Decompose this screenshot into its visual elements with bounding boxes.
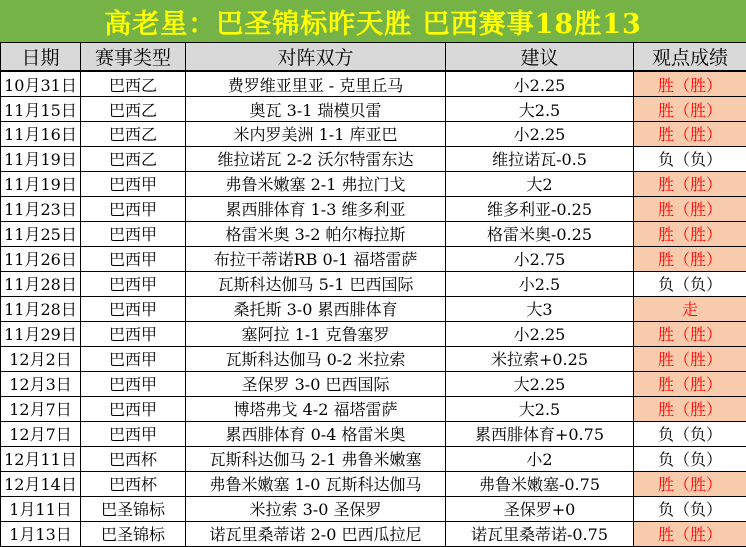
- page-title: 高老星：巴圣锦标昨天胜 巴西赛事18胜13: [0, 0, 746, 42]
- result-cell: 走: [634, 296, 746, 321]
- matchup-cell: 格雷米奥 3-2 帕尔梅拉斯: [186, 221, 446, 246]
- matchup-cell: 米内罗美洲 1-1 库亚巴: [186, 122, 446, 147]
- suggestion-cell: 大2.5: [446, 97, 634, 122]
- table-row: [1, 71, 746, 97]
- date-cell: 11月15日: [1, 97, 81, 122]
- result-cell: 胜（胜）: [634, 521, 746, 546]
- suggestion-cell: 圣保罗+0: [446, 496, 634, 521]
- table-row: [1, 496, 746, 521]
- date-cell: 11月19日: [1, 146, 81, 171]
- matchup-cell: 瓦斯科达伽马 0-2 米拉索: [186, 346, 446, 371]
- column-header-result: 观点成绩: [634, 43, 746, 72]
- table-row: [1, 296, 746, 321]
- table-row: [1, 371, 746, 396]
- table-header-row: [1, 43, 746, 72]
- suggestion-cell: 维多利亚-0.25: [446, 196, 634, 221]
- matchup-cell: 累西腓体育 1-3 维多利亚: [186, 196, 446, 221]
- matchup-cell: 诺瓦里桑蒂诺 2-0 巴西瓜拉尼: [186, 521, 446, 546]
- league-cell: 巴西乙: [81, 71, 186, 97]
- date-cell: 12月14日: [1, 471, 81, 496]
- column-header-matchup: 对阵双方: [186, 43, 446, 72]
- league-cell: 巴西乙: [81, 97, 186, 122]
- suggestion-cell: 诺瓦里桑蒂诺-0.75: [446, 521, 634, 546]
- matchup-cell: 弗鲁米嫩塞 1-0 瓦斯科达伽马: [186, 471, 446, 496]
- table-row: [1, 97, 746, 122]
- league-cell: 巴西甲: [81, 221, 186, 246]
- result-cell: 胜（胜）: [634, 321, 746, 346]
- suggestion-cell: 维拉诺瓦-0.5: [446, 146, 634, 171]
- result-cell: 负（负）: [634, 496, 746, 521]
- table-row: [1, 271, 746, 296]
- table-row: [1, 122, 746, 147]
- league-cell: 巴西甲: [81, 246, 186, 271]
- result-cell: 负（负）: [634, 421, 746, 446]
- column-header-league: 赛事类型: [81, 43, 186, 72]
- table-row: [1, 146, 746, 171]
- league-cell: 巴西甲: [81, 271, 186, 296]
- league-cell: 巴西甲: [81, 421, 186, 446]
- result-cell: 胜（胜）: [634, 122, 746, 147]
- league-cell: 巴西甲: [81, 196, 186, 221]
- table-row: [1, 521, 746, 546]
- league-cell: 巴西杯: [81, 446, 186, 471]
- matchup-cell: 布拉干蒂诺RB 0-1 福塔雷萨: [186, 246, 446, 271]
- table-row: [1, 421, 746, 446]
- league-cell: 巴西甲: [81, 346, 186, 371]
- suggestion-cell: 格雷米奥-0.25: [446, 221, 634, 246]
- result-cell: 负（负）: [634, 271, 746, 296]
- suggestion-cell: 大2.25: [446, 371, 634, 396]
- column-header-suggestion: 建议: [446, 43, 634, 72]
- date-cell: 1月13日: [1, 521, 81, 546]
- matchup-cell: 奥瓦 3-1 瑞模贝雷: [186, 97, 446, 122]
- result-cell: 胜（胜）: [634, 396, 746, 421]
- suggestion-cell: 小2.25: [446, 321, 634, 346]
- league-cell: 巴西乙: [81, 122, 186, 147]
- table-row: [1, 246, 746, 271]
- matchup-cell: 博塔弗戈 4-2 福塔雷萨: [186, 396, 446, 421]
- date-cell: 12月7日: [1, 421, 81, 446]
- league-cell: 巴西甲: [81, 321, 186, 346]
- result-cell: 胜（胜）: [634, 371, 746, 396]
- league-cell: 巴西杯: [81, 471, 186, 496]
- table-row: [1, 196, 746, 221]
- result-cell: 负（负）: [634, 146, 746, 171]
- suggestion-cell: 累西腓体育+0.75: [446, 421, 634, 446]
- date-cell: 12月3日: [1, 371, 81, 396]
- result-cell: 胜（胜）: [634, 71, 746, 97]
- suggestion-cell: 小2.25: [446, 71, 634, 97]
- table-row: [1, 471, 746, 496]
- table-row: [1, 396, 746, 421]
- matchup-cell: 累西腓体育 0-4 格雷米奥: [186, 421, 446, 446]
- date-cell: 10月31日: [1, 71, 81, 97]
- matchup-cell: 费罗维亚里亚 - 克里丘马: [186, 71, 446, 97]
- date-cell: 12月2日: [1, 346, 81, 371]
- column-header-date: 日期: [1, 43, 81, 72]
- league-cell: 巴圣锦标: [81, 521, 186, 546]
- result-cell: 胜（胜）: [634, 346, 746, 371]
- date-cell: 11月25日: [1, 221, 81, 246]
- date-cell: 11月28日: [1, 296, 81, 321]
- date-cell: 1月11日: [1, 496, 81, 521]
- matchup-cell: 塞阿拉 1-1 克鲁塞罗: [186, 321, 446, 346]
- league-cell: 巴圣锦标: [81, 496, 186, 521]
- date-cell: 11月16日: [1, 122, 81, 147]
- suggestion-cell: 小2.5: [446, 271, 634, 296]
- suggestion-cell: 小2.25: [446, 122, 634, 147]
- league-cell: 巴西乙: [81, 146, 186, 171]
- result-cell: 胜（胜）: [634, 171, 746, 196]
- date-cell: 11月23日: [1, 196, 81, 221]
- suggestion-cell: 小2.75: [446, 246, 634, 271]
- date-cell: 11月29日: [1, 321, 81, 346]
- date-cell: 11月26日: [1, 246, 81, 271]
- table-row: [1, 221, 746, 246]
- result-cell: 负（负）: [634, 446, 746, 471]
- suggestion-cell: 大2: [446, 171, 634, 196]
- suggestion-cell: 小2: [446, 446, 634, 471]
- league-cell: 巴西甲: [81, 396, 186, 421]
- league-cell: 巴西甲: [81, 371, 186, 396]
- date-cell: 12月7日: [1, 396, 81, 421]
- result-cell: 胜（胜）: [634, 471, 746, 496]
- table-row: [1, 446, 746, 471]
- matchup-cell: 桑托斯 3-0 累西腓体育: [186, 296, 446, 321]
- matchup-cell: 瓦斯科达伽马 5-1 巴西国际: [186, 271, 446, 296]
- date-cell: 11月19日: [1, 171, 81, 196]
- suggestion-cell: 大3: [446, 296, 634, 321]
- league-cell: 巴西甲: [81, 296, 186, 321]
- suggestion-cell: 弗鲁米嫩塞-0.75: [446, 471, 634, 496]
- suggestion-cell: 米拉索+0.25: [446, 346, 634, 371]
- result-cell: 胜（胜）: [634, 97, 746, 122]
- date-cell: 11月28日: [1, 271, 81, 296]
- league-cell: 巴西甲: [81, 171, 186, 196]
- result-cell: 胜（胜）: [634, 221, 746, 246]
- matchup-cell: 瓦斯科达伽马 2-1 弗鲁米嫩塞: [186, 446, 446, 471]
- record-table: [0, 42, 746, 547]
- table-row: [1, 346, 746, 371]
- table-row: [1, 321, 746, 346]
- suggestion-cell: 大2.5: [446, 396, 634, 421]
- table-body: [1, 71, 746, 547]
- date-cell: 12月11日: [1, 446, 81, 471]
- result-cell: 胜（胜）: [634, 196, 746, 221]
- result-cell: 胜（胜）: [634, 246, 746, 271]
- matchup-cell: 圣保罗 3-0 巴西国际: [186, 371, 446, 396]
- matchup-cell: 弗鲁米嫩塞 2-1 弗拉门戈: [186, 171, 446, 196]
- matchup-cell: 米拉索 3-0 圣保罗: [186, 496, 446, 521]
- matchup-cell: 维拉诺瓦 2-2 沃尔特雷东达: [186, 146, 446, 171]
- table-row: [1, 171, 746, 196]
